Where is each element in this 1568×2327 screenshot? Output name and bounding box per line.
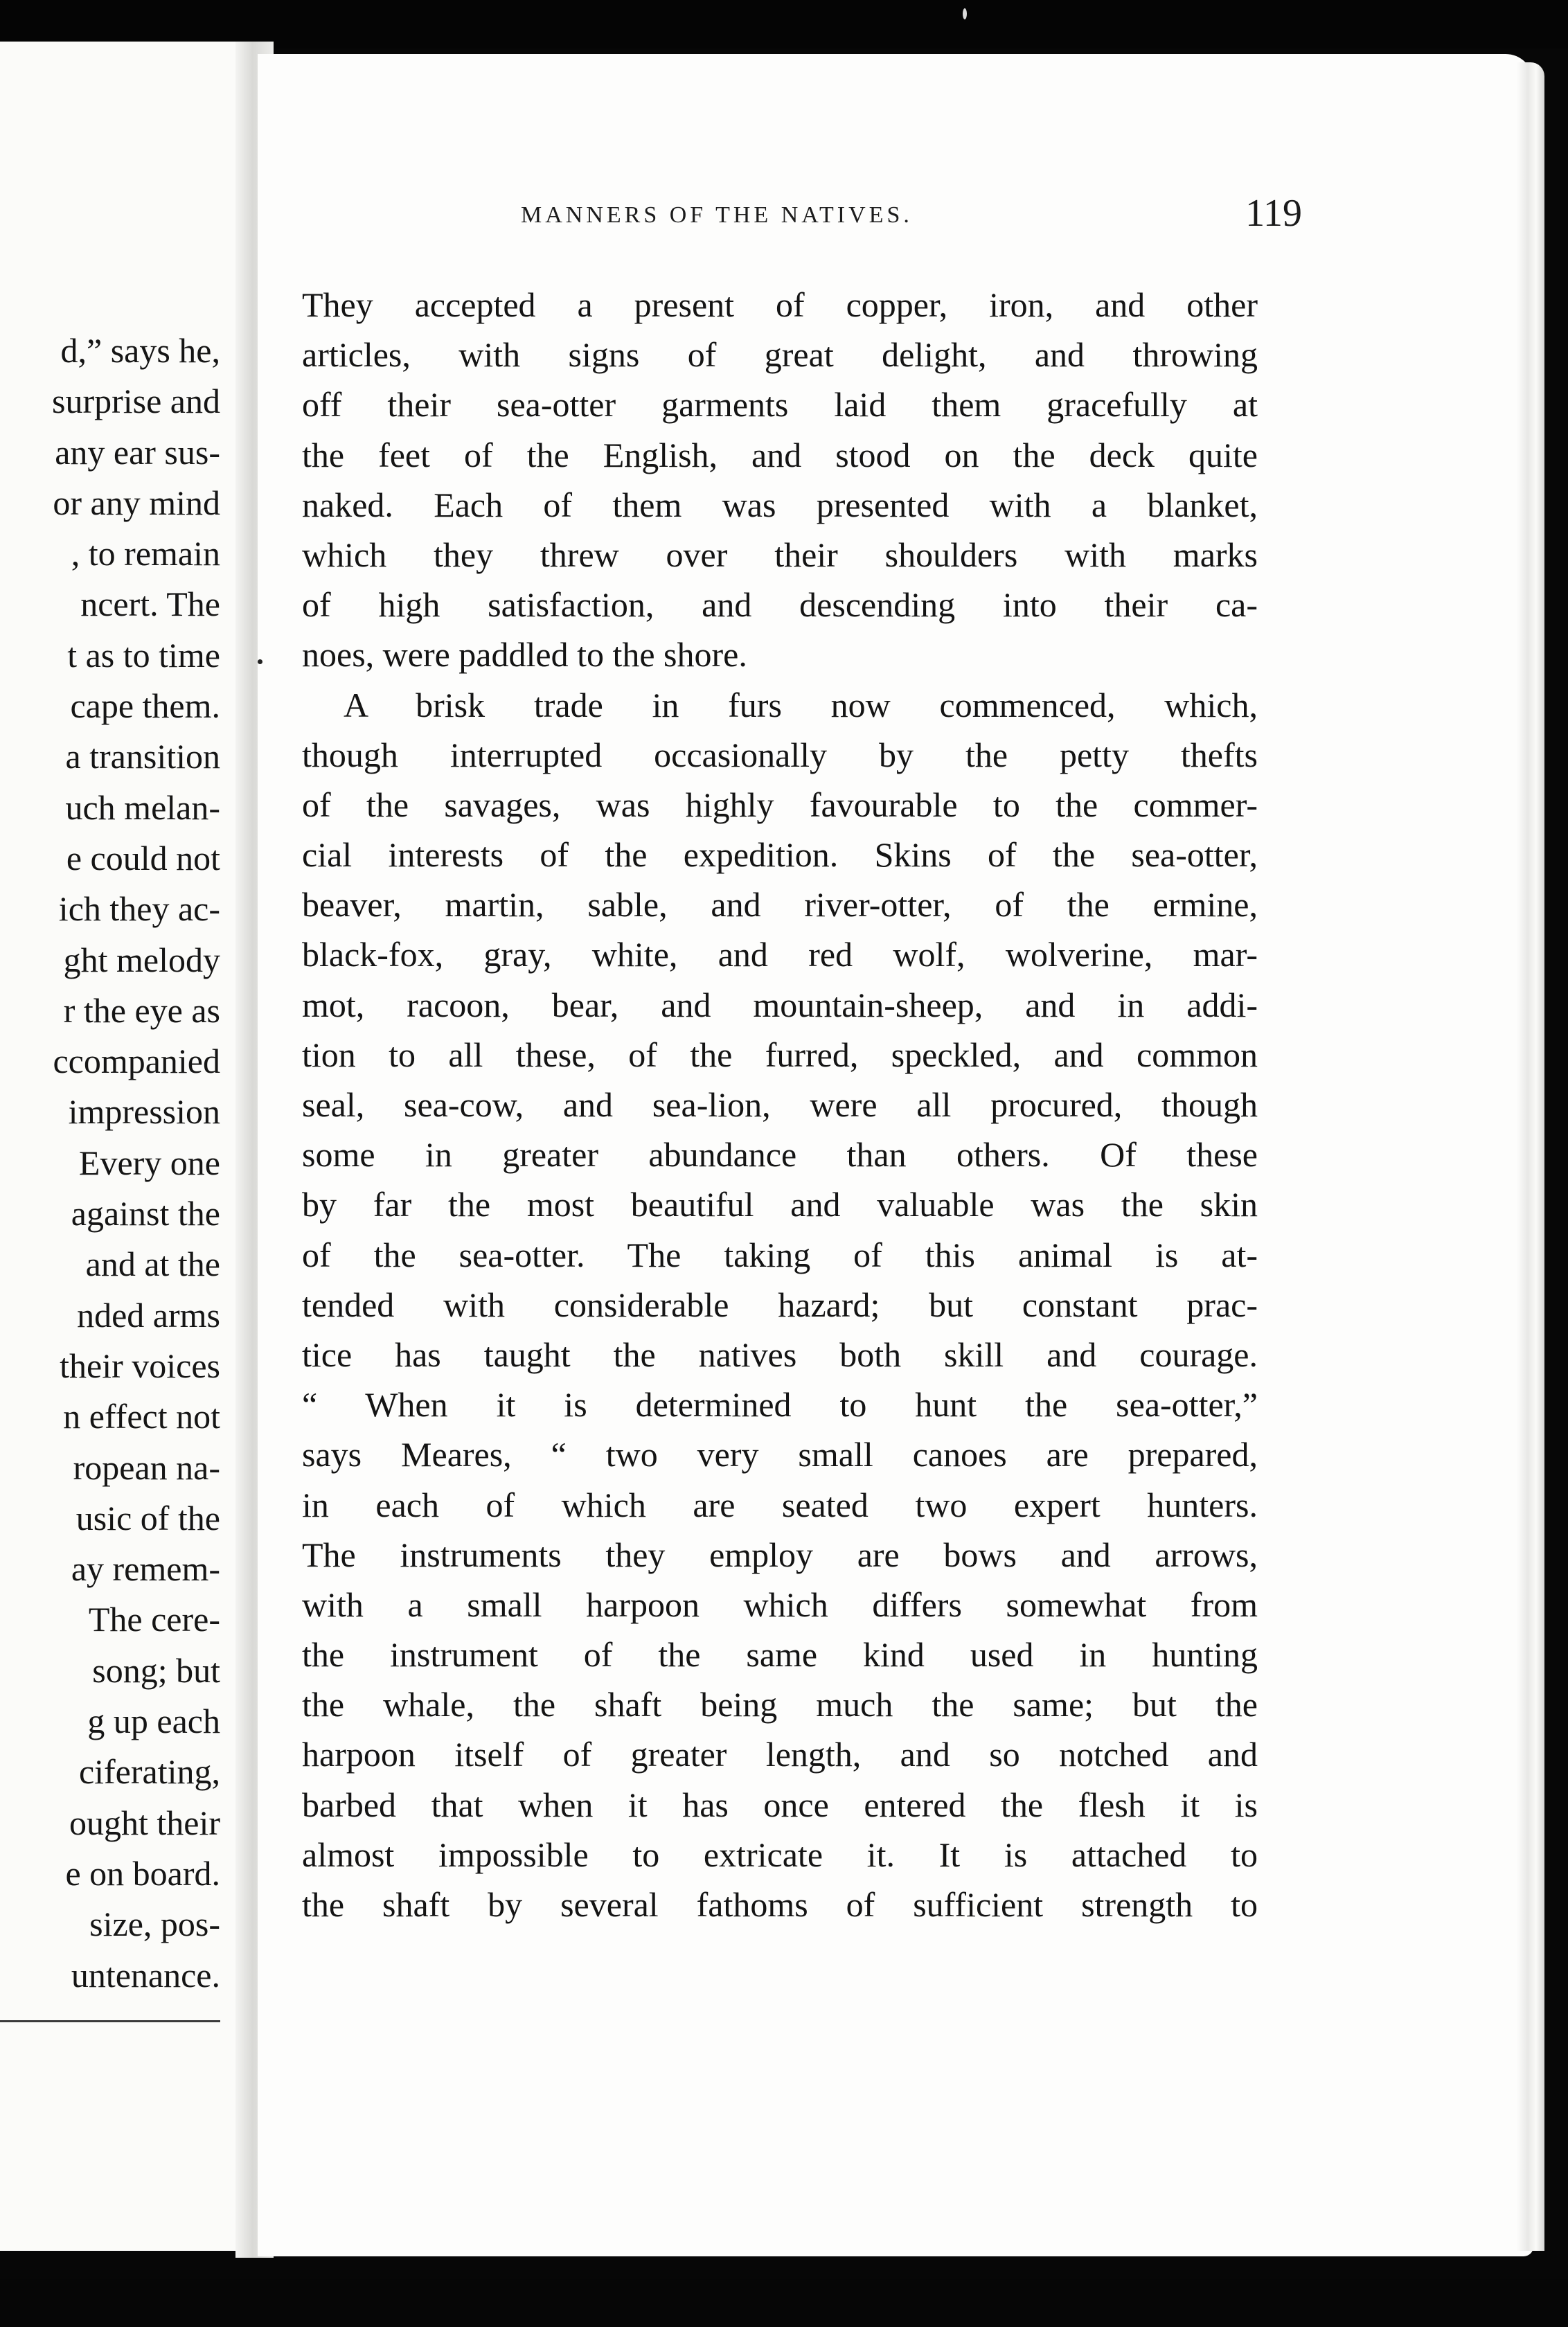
footnote-rule xyxy=(0,2020,220,2022)
left-line: and at the xyxy=(85,1245,220,1284)
left-line: The cere- xyxy=(88,1600,220,1639)
page-number: 119 xyxy=(1245,192,1302,235)
left-line: , to remain xyxy=(71,534,220,573)
left-line: g up each xyxy=(87,1702,220,1741)
left-line: ciferating, xyxy=(78,1752,220,1792)
text-line: of the sea-otter. The taking of this animal is at- xyxy=(302,1235,1258,1274)
text-line: the feet of the English, and stood on the deck quite xyxy=(302,435,1258,474)
text-line: by far the most beautiful and valuable was the skin xyxy=(302,1185,1258,1224)
text-line: says Meares, “ two very small canoes are prepared, xyxy=(302,1435,1258,1474)
left-line: a transition xyxy=(65,737,220,776)
left-line: e on board. xyxy=(65,1853,220,1893)
text-line: which they threw over their shoulders with marks xyxy=(302,535,1258,574)
left-line: or any mind xyxy=(53,483,220,522)
left-line: d,” says he, xyxy=(60,331,220,370)
text-line: of the savages, was highly favourable to the commer- xyxy=(302,785,1258,824)
left-line: n effect not xyxy=(63,1397,220,1436)
text-line: almost impossible to extricate it. It is attached to xyxy=(302,1835,1258,1874)
text-line: They accepted a present of copper, iron, and other xyxy=(302,285,1258,324)
left-line: their voices xyxy=(60,1346,220,1385)
left-line: song; but xyxy=(92,1650,220,1690)
page-edge xyxy=(1517,62,1544,2251)
text-line: off their sea-otter garments laid them gracefully at xyxy=(302,385,1258,425)
text-line: noes, were paddled to the shore. xyxy=(302,635,747,675)
left-line: usic of the xyxy=(75,1498,220,1537)
text-line: black-fox, gray, white, and red wolf, wolverine, mar- xyxy=(302,935,1258,974)
text-line: naked. Each of them was presented with a blanket, xyxy=(302,485,1258,524)
left-line: impression xyxy=(68,1092,220,1132)
scan-speck xyxy=(258,659,262,664)
text-line: the instrument of the same kind used in hunting xyxy=(302,1635,1258,1675)
left-line: cape them. xyxy=(70,686,220,726)
text-line: mot, racoon, bear, and mountain-sheep, and in addi- xyxy=(302,985,1258,1024)
scan-border-bottom xyxy=(0,2279,1568,2327)
text-line: of high satisfaction, and descending into their ca- xyxy=(302,585,1258,625)
left-line: ncert. The xyxy=(80,585,220,624)
previous-page-text xyxy=(0,326,220,2001)
text-line: with a small harpoon which differs somewhat from xyxy=(302,1585,1258,1624)
previous-page xyxy=(0,42,255,2251)
text-line: seal, sea-cow, and sea-lion, were all procured, though xyxy=(302,1085,1258,1124)
left-line: r the eye as xyxy=(63,990,220,1030)
text-line: tion to all these, of the furred, speckled, and common xyxy=(302,1035,1258,1074)
text-line: harpoon itself of greater length, and so notched and xyxy=(302,1735,1258,1774)
left-line: ich they ac- xyxy=(58,889,220,929)
left-line: t as to time xyxy=(67,635,220,675)
text-line: though interrupted occasionally by the petty thefts xyxy=(302,735,1258,774)
left-line: ropean na- xyxy=(73,1447,220,1487)
left-line: ay remem- xyxy=(71,1549,220,1589)
text-line: tice has taught the natives both skill and courage. xyxy=(302,1335,1258,1374)
text-line: barbed that when it has once entered the flesh it is xyxy=(302,1785,1258,1824)
text-line: articles, with signs of great delight, and throwing xyxy=(302,335,1258,375)
left-line: uch melan- xyxy=(65,787,220,827)
text-line: some in greater abundance than others. Of these xyxy=(302,1135,1258,1175)
left-line: ccompanied xyxy=(53,1042,220,1081)
running-header: MANNERS OF THE NATIVES. xyxy=(521,202,913,228)
left-line: ght melody xyxy=(63,940,220,979)
left-line: Every one xyxy=(78,1143,220,1182)
text-line: the whale, the shaft being much the same; but the xyxy=(302,1685,1258,1724)
text-line: The instruments they employ are bows and arrows, xyxy=(302,1535,1258,1574)
left-line: e could not xyxy=(66,838,220,877)
left-line: untenance. xyxy=(71,1955,220,1995)
text-line: beaver, martin, sable, and river-otter, of the ermine, xyxy=(302,885,1258,925)
left-line: any ear sus- xyxy=(55,432,220,472)
scan-speck xyxy=(963,8,967,19)
left-line: against the xyxy=(71,1194,220,1233)
left-line: size, pos- xyxy=(89,1905,220,1944)
left-line: nded arms xyxy=(77,1295,220,1335)
left-line: ought their xyxy=(69,1803,220,1842)
text-line: the shaft by several fathoms of sufficient strength to xyxy=(302,1885,1258,1924)
left-line: surprise and xyxy=(52,382,220,421)
text-line: in each of which are seated two expert hunters. xyxy=(302,1485,1258,1524)
text-line: “ When it is determined to hunt the sea-otter,” xyxy=(302,1385,1258,1425)
text-line: tended with considerable hazard; but constant prac- xyxy=(302,1285,1258,1324)
body-text xyxy=(302,280,1258,1929)
paragraph-start-line: A brisk trade in furs now commenced, which, xyxy=(344,685,1258,724)
text-line: cial interests of the expedition. Skins of the sea-otter, xyxy=(302,835,1258,875)
